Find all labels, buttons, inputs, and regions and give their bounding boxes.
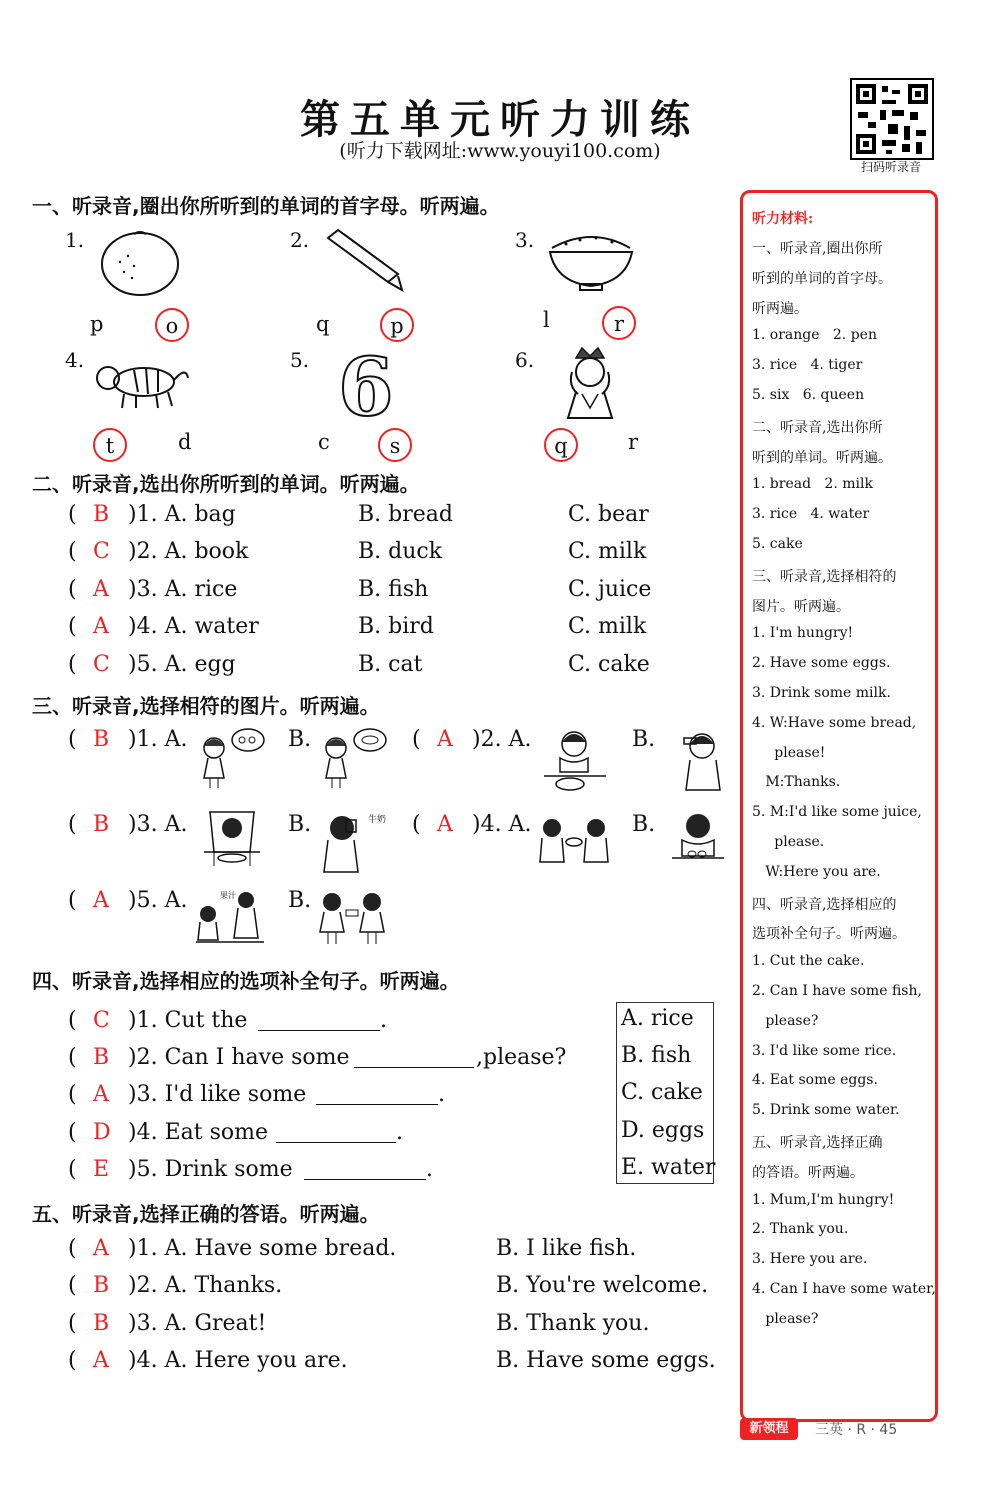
- option-a: )5. A.: [128, 888, 188, 913]
- tiger-picture: [94, 358, 190, 410]
- sentence-end: .: [380, 1008, 387, 1033]
- boy-eating-eggs-picture: [668, 808, 728, 868]
- rice-bowl-picture: [546, 228, 636, 292]
- queen-picture: [560, 344, 620, 420]
- qr-label: 扫码听录音: [860, 160, 921, 174]
- option-b: B. I like fish.: [496, 1236, 637, 1261]
- paren: (: [68, 1045, 77, 1070]
- item-number: 2.: [290, 228, 310, 252]
- page-title: 第五单元听力训练: [300, 96, 700, 143]
- answer-mark[interactable]: A: [93, 888, 109, 913]
- answer-mark[interactable]: C: [93, 1008, 110, 1033]
- sidebar-line: 三、听录音,选择相符的: [752, 568, 897, 585]
- bread-thought-picture: [318, 724, 388, 794]
- digit-six-picture: 6: [338, 340, 394, 434]
- circled-answer[interactable]: t: [93, 428, 127, 462]
- sidebar-line: W:Here you are.: [752, 863, 881, 880]
- answer-mark[interactable]: B: [93, 727, 110, 752]
- paren: (: [68, 1120, 77, 1145]
- sidebar-line: please?: [752, 1012, 819, 1029]
- sidebar-line: 1. bread 2. milk: [752, 476, 873, 493]
- sidebar-line: 1. orange 2. pen: [752, 327, 877, 344]
- blank-line[interactable]: [304, 1159, 426, 1180]
- answer-mark[interactable]: D: [93, 1120, 111, 1145]
- sidebar-line: 2. Thank you.: [752, 1221, 849, 1238]
- pen-picture: [322, 226, 408, 292]
- question-row: (: [68, 614, 77, 639]
- sidebar-line: 听两遍。: [752, 300, 808, 317]
- boy-eating-bread-picture: [540, 724, 610, 796]
- answer-mark[interactable]: B: [93, 1311, 110, 1336]
- sidebar-line: 4. Eat some eggs.: [752, 1072, 878, 1089]
- option-a: )2. A. book: [128, 539, 249, 564]
- sentence-end: ,please?: [476, 1045, 567, 1070]
- orange-picture: [98, 226, 184, 298]
- item-number: 5.: [290, 348, 310, 372]
- answer-mark[interactable]: B: [93, 1273, 110, 1298]
- answer-mark[interactable]: B: [93, 812, 110, 837]
- sentence-end: .: [396, 1120, 403, 1145]
- option-item: B. fish: [621, 1043, 692, 1068]
- answer-mark[interactable]: A: [437, 812, 453, 837]
- blank-line[interactable]: [354, 1047, 474, 1068]
- option-a: )3. A. rice: [128, 577, 238, 602]
- sentence-start: )5. Drink some: [128, 1157, 293, 1182]
- circled-answer[interactable]: q: [544, 428, 578, 462]
- milk-label: 牛奶: [368, 815, 387, 825]
- sidebar-line: 五、听录音,选择正确: [752, 1135, 883, 1151]
- sidebar-line: 1. I'm hungry!: [752, 625, 854, 642]
- answer-mark[interactable]: A: [93, 577, 109, 602]
- option-b: B.: [288, 727, 312, 752]
- answer-mark[interactable]: C: [93, 539, 110, 564]
- sidebar-line: 1. Mum,I'm hungry!: [752, 1191, 895, 1208]
- option-b: B.: [632, 812, 656, 837]
- sidebar-line: 图片。听两遍。: [752, 598, 850, 615]
- question-row: (: [68, 577, 77, 602]
- option-a: )4. A.: [472, 812, 532, 837]
- blank-line[interactable]: [258, 1010, 380, 1031]
- option-a: )4. A. water: [128, 614, 259, 639]
- option-b: B. cat: [358, 652, 423, 677]
- sidebar-line: 一、听录音,圈出你所: [752, 241, 883, 257]
- sidebar-line: 4. Can I have some water,: [752, 1281, 936, 1297]
- option-item: C. cake: [621, 1080, 703, 1105]
- sentence-start: )1. Cut the: [128, 1008, 248, 1033]
- option-a: )5. A. egg: [128, 652, 236, 677]
- question-row: (: [68, 502, 77, 527]
- sidebar-line: 5. six 6. queen: [752, 387, 865, 403]
- option-b: B. Thank you.: [496, 1311, 650, 1336]
- option-c: C. juice: [568, 577, 652, 602]
- letter-option: r: [628, 430, 639, 454]
- paren: (: [68, 888, 77, 913]
- answer-mark[interactable]: A: [93, 614, 109, 639]
- option-a: )4. A. Here you are.: [128, 1348, 348, 1373]
- sidebar-line: 3. rice 4. water: [752, 506, 870, 523]
- option-item: E. water: [621, 1155, 716, 1180]
- sidebar-line: please!: [752, 744, 826, 761]
- paren: (: [68, 1236, 77, 1261]
- answer-mark[interactable]: B: [93, 1045, 110, 1070]
- sentence-end: .: [438, 1082, 445, 1107]
- option-c: C. bear: [568, 502, 649, 527]
- juice-serving-picture: [194, 886, 266, 950]
- option-b: B.: [632, 727, 656, 752]
- paren: (: [412, 727, 421, 752]
- option-b: B.: [288, 812, 312, 837]
- paren: (: [68, 1348, 77, 1373]
- option-a: )1. A.: [128, 727, 188, 752]
- section-2-heading: 二、听录音,选出你所听到的单词。听两遍。: [32, 472, 420, 496]
- answer-mark[interactable]: B: [93, 502, 110, 527]
- item-number: 6.: [515, 348, 535, 372]
- letter-option: q: [316, 312, 330, 336]
- paren: (: [68, 812, 77, 837]
- paren: (: [68, 1273, 77, 1298]
- sentence-start: )2. Can I have some: [128, 1045, 350, 1070]
- circled-answer[interactable]: p: [380, 308, 414, 342]
- page-footer: 三英 · R · 45: [815, 1422, 898, 1438]
- sidebar-line: 5. Drink some water.: [752, 1102, 900, 1119]
- circled-answer[interactable]: s: [378, 428, 412, 462]
- question-row: (: [68, 652, 77, 677]
- boy-drinking-picture: [662, 728, 728, 794]
- answer-mark[interactable]: A: [93, 1348, 109, 1373]
- answer-mark[interactable]: A: [93, 1082, 109, 1107]
- option-b: B. bread: [358, 502, 453, 527]
- paren: (: [68, 1157, 77, 1182]
- item-number: 3.: [515, 228, 535, 252]
- option-a: )3. A.: [128, 812, 188, 837]
- option-b: B. duck: [358, 539, 443, 564]
- girl-eating-picture: [200, 806, 264, 868]
- sidebar-line: 3. Drink some milk.: [752, 685, 891, 701]
- paren: (: [68, 1311, 77, 1336]
- sidebar-line: 5. M:I'd like some juice,: [752, 804, 922, 821]
- section-1-heading: 一、听录音,圈出你所听到的单词的首字母。听两遍。: [32, 194, 500, 218]
- sentence-start: )3. I'd like some: [128, 1082, 307, 1107]
- sentence-start: )4. Eat some: [128, 1120, 268, 1145]
- two-girls-picture: [316, 888, 388, 948]
- sidebar-line: 3. I'd like some rice.: [752, 1042, 897, 1059]
- section-4-heading: 四、听录音,选择相应的选项补全句子。听两遍。: [32, 969, 460, 993]
- sidebar-heading: 听力材料:: [752, 211, 814, 227]
- girl-drinking-milk-picture: [316, 808, 410, 876]
- answer-mark[interactable]: A: [437, 727, 453, 752]
- sidebar-line: M:Thanks.: [752, 774, 841, 791]
- item-number: 1.: [65, 228, 85, 252]
- option-a: )2. A.: [472, 727, 532, 752]
- option-b: B.: [288, 888, 312, 913]
- paren: (: [68, 1008, 77, 1033]
- letter-option: d: [178, 430, 192, 454]
- paren: (: [68, 1082, 77, 1107]
- sidebar-line: 4. W:Have some bread,: [752, 714, 917, 731]
- option-c: C. milk: [568, 614, 647, 639]
- option-item: D. eggs: [621, 1118, 705, 1143]
- brand-badge: 新领程: [740, 1418, 798, 1440]
- answer-mark[interactable]: E: [93, 1157, 110, 1182]
- two-people-bread-picture: [538, 816, 612, 870]
- section-5-heading: 五、听录音,选择正确的答语。听两遍。: [32, 1202, 380, 1226]
- sidebar-line: please?: [752, 1310, 819, 1327]
- option-b: B. bird: [358, 614, 434, 639]
- answer-mark[interactable]: A: [93, 1236, 109, 1261]
- sentence-end: .: [426, 1157, 433, 1182]
- sidebar-line: 选项补全句子。听两遍。: [752, 926, 906, 943]
- letter-option: c: [318, 430, 330, 454]
- circled-answer[interactable]: o: [155, 308, 189, 342]
- sidebar-line: 听到的单词。听两遍。: [752, 449, 892, 466]
- sidebar-line: 5. cake: [752, 536, 803, 552]
- hungry-girl-picture: [196, 724, 266, 794]
- blank-line[interactable]: [316, 1084, 438, 1105]
- item-number: 4.: [65, 348, 85, 372]
- answer-mark[interactable]: C: [93, 652, 110, 677]
- letter-option: p: [90, 312, 104, 336]
- letter-option: l: [543, 308, 550, 332]
- option-b: B. You're welcome.: [496, 1273, 709, 1298]
- sidebar-line: please.: [752, 834, 825, 850]
- sidebar-line: 3. rice 4. tiger: [752, 357, 863, 374]
- option-a: )3. A. Great!: [128, 1311, 267, 1336]
- blank-line[interactable]: [276, 1122, 396, 1143]
- option-c: C. cake: [568, 652, 650, 677]
- option-a: )2. A. Thanks.: [128, 1273, 283, 1298]
- question-row: (: [68, 539, 77, 564]
- option-item: A. rice: [621, 1006, 694, 1031]
- option-c: C. milk: [568, 539, 647, 564]
- sidebar-line: 二、听录音,选出你所: [752, 419, 883, 436]
- qr-code[interactable]: [850, 78, 934, 160]
- circled-answer[interactable]: r: [602, 306, 636, 340]
- sidebar-line: 的答语。听两遍。: [752, 1164, 864, 1181]
- paren: (: [412, 812, 421, 837]
- sidebar-line: 3. Here you are.: [752, 1251, 868, 1268]
- paren: (: [68, 727, 77, 752]
- sidebar-line: 2. Can I have some fish,: [752, 983, 922, 999]
- sidebar-line: 1. Cut the cake.: [752, 953, 865, 970]
- sidebar-line: 四、听录音,选择相应的: [752, 896, 897, 913]
- section-3-heading: 三、听录音,选择相符的图片。听两遍。: [32, 694, 380, 718]
- juice-label: 果汁: [220, 891, 236, 900]
- sidebar-line: 听到的单词的首字母。: [752, 270, 892, 287]
- sidebar-line: 2. Have some eggs.: [752, 655, 891, 672]
- option-b: B. fish: [358, 577, 429, 602]
- download-url: (听力下载网址:www.youyi100.com): [339, 140, 661, 162]
- option-a: )1. A. Have some bread.: [128, 1236, 397, 1261]
- option-a: )1. A. bag: [128, 502, 236, 527]
- option-b: B. Have some eggs.: [496, 1348, 716, 1373]
